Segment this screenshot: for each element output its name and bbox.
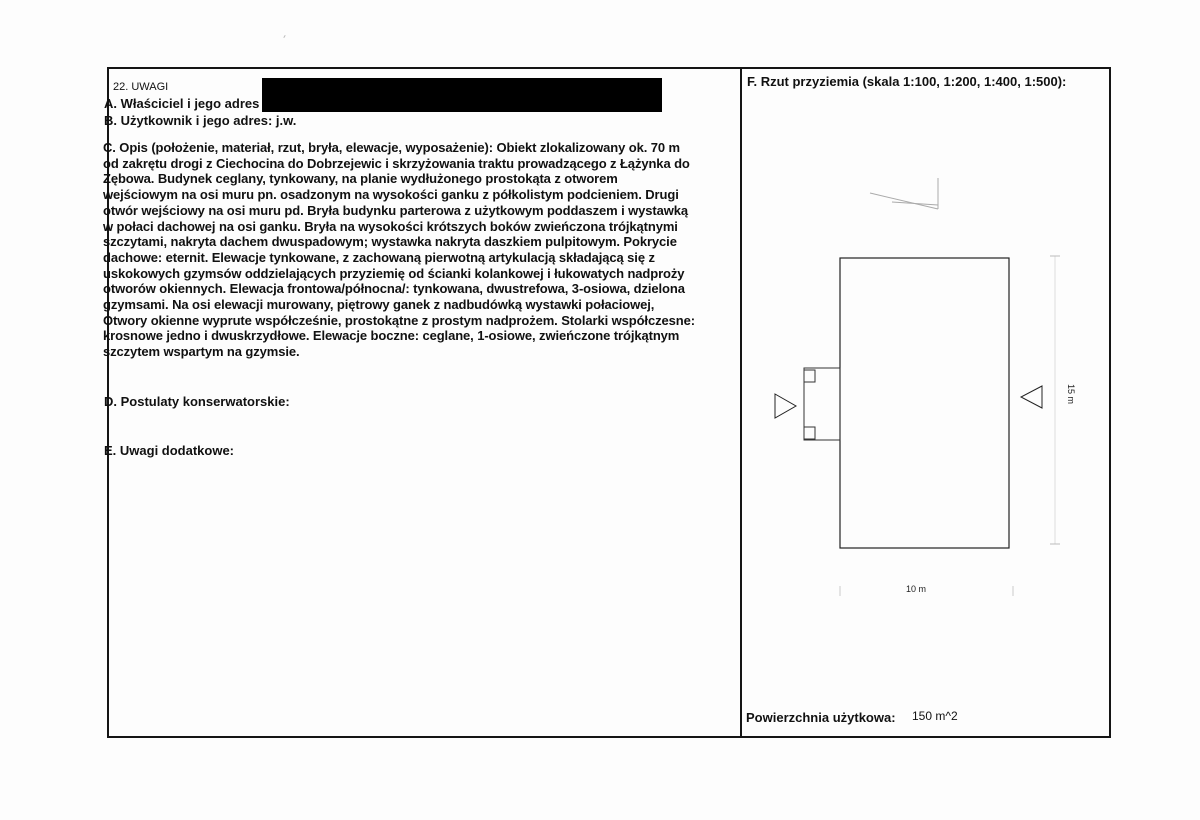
description-line: Otwory okienne wyprute współcześnie, prostokątne z prostym nadprożem. Stolarki współczesne: [103, 312, 695, 328]
scan-mark [283, 35, 285, 38]
description-line: szczytem wspartym na gzymsie. [103, 344, 300, 360]
postulates-label: D. Postulaty konserwatorskie: [104, 394, 290, 409]
description-line: C. Opis (położenie, materiał, rzut, bryła, elewacje, wyposażenie): Obiekt zlokalizowany ok. 70 m [103, 140, 681, 155]
building-outline [840, 258, 1009, 548]
length-dimension-label: 15 m [1066, 383, 1076, 405]
description-line: dachowe: eternit. Elewacje tynkowane, z zachowaną pierwotną artykulacją składającą się z [103, 249, 655, 265]
area-label: Powierzchnia użytkowa: [746, 710, 896, 725]
north-arrow-mark [870, 178, 938, 209]
remarks-label: E. Uwagi dodatkowe: [104, 443, 235, 458]
owner-label: A. Właściciel i jego adres [104, 96, 260, 111]
entrance-arrow-right [1021, 386, 1042, 408]
description-line: w połaci dachowej na osi ganku. Bryła na wysokości krótszych boków zwieńczona trójkątnymi [103, 218, 678, 234]
floor-plan-drawing [742, 150, 1102, 610]
description-line: Zębowa. Budynek ceglany, tynkowany, na planie wydłużonego prostokąta z otworem [103, 171, 618, 187]
redaction-block [262, 78, 662, 112]
description-line: od zakrętu drogi z Ciechocina do Dobrzejewic i skrzyżowania traktu prowadzącego z Łążynka do [103, 155, 690, 171]
description-line: wejściowym na osi muru pn. osadzonym na wysokości ganku z półkolistym podcieniem. Drugi [103, 187, 679, 203]
user-label: B. Użytkownik i jego adres: j.w. [104, 113, 297, 128]
entrance-arrow-left [775, 394, 796, 418]
porch-outline [804, 368, 840, 440]
floor-plan-title: F. Rzut przyziemia (skala 1:100, 1:200, 1:400, 1:500): [747, 74, 1067, 89]
description-line: gzymsami. Na osi elewacji murowany, piętrowy ganek z nadbudówką wystawki połaciowej, [103, 297, 655, 313]
porch-pillar [804, 427, 815, 439]
description-line: krosnowe jedno i dwuskrzydłowe. Elewacje boczne: ceglane, 1-osiowe, zwieńczone trójkątnym [103, 328, 680, 344]
area-value: 150 m^2 [912, 709, 958, 723]
description-line: szczytami, nakryta dachem dwuspadowym; wystawka nakryta daszkiem pulpitowym. Pokrycie [103, 234, 677, 250]
section-number: 22. UWAGI [113, 81, 169, 93]
description-line: otwór wejściowy na osi muru pd. Bryła budynku parterowa z użytkowym poddaszem i wystawką [103, 202, 689, 218]
porch-pillar [804, 370, 815, 382]
width-dimension-label: 10 m [905, 584, 927, 594]
description-text [103, 140, 743, 360]
description-line: otworów okiennych. Elewacja frontowa/północna/: tynkowana, dwustrefowa, 3-osiowa, dzielona [103, 281, 685, 297]
description-line: uskokowych gzymsów oddzielających przyziemię od ścianki kolankowej i łukowatych nadproży [103, 265, 685, 281]
